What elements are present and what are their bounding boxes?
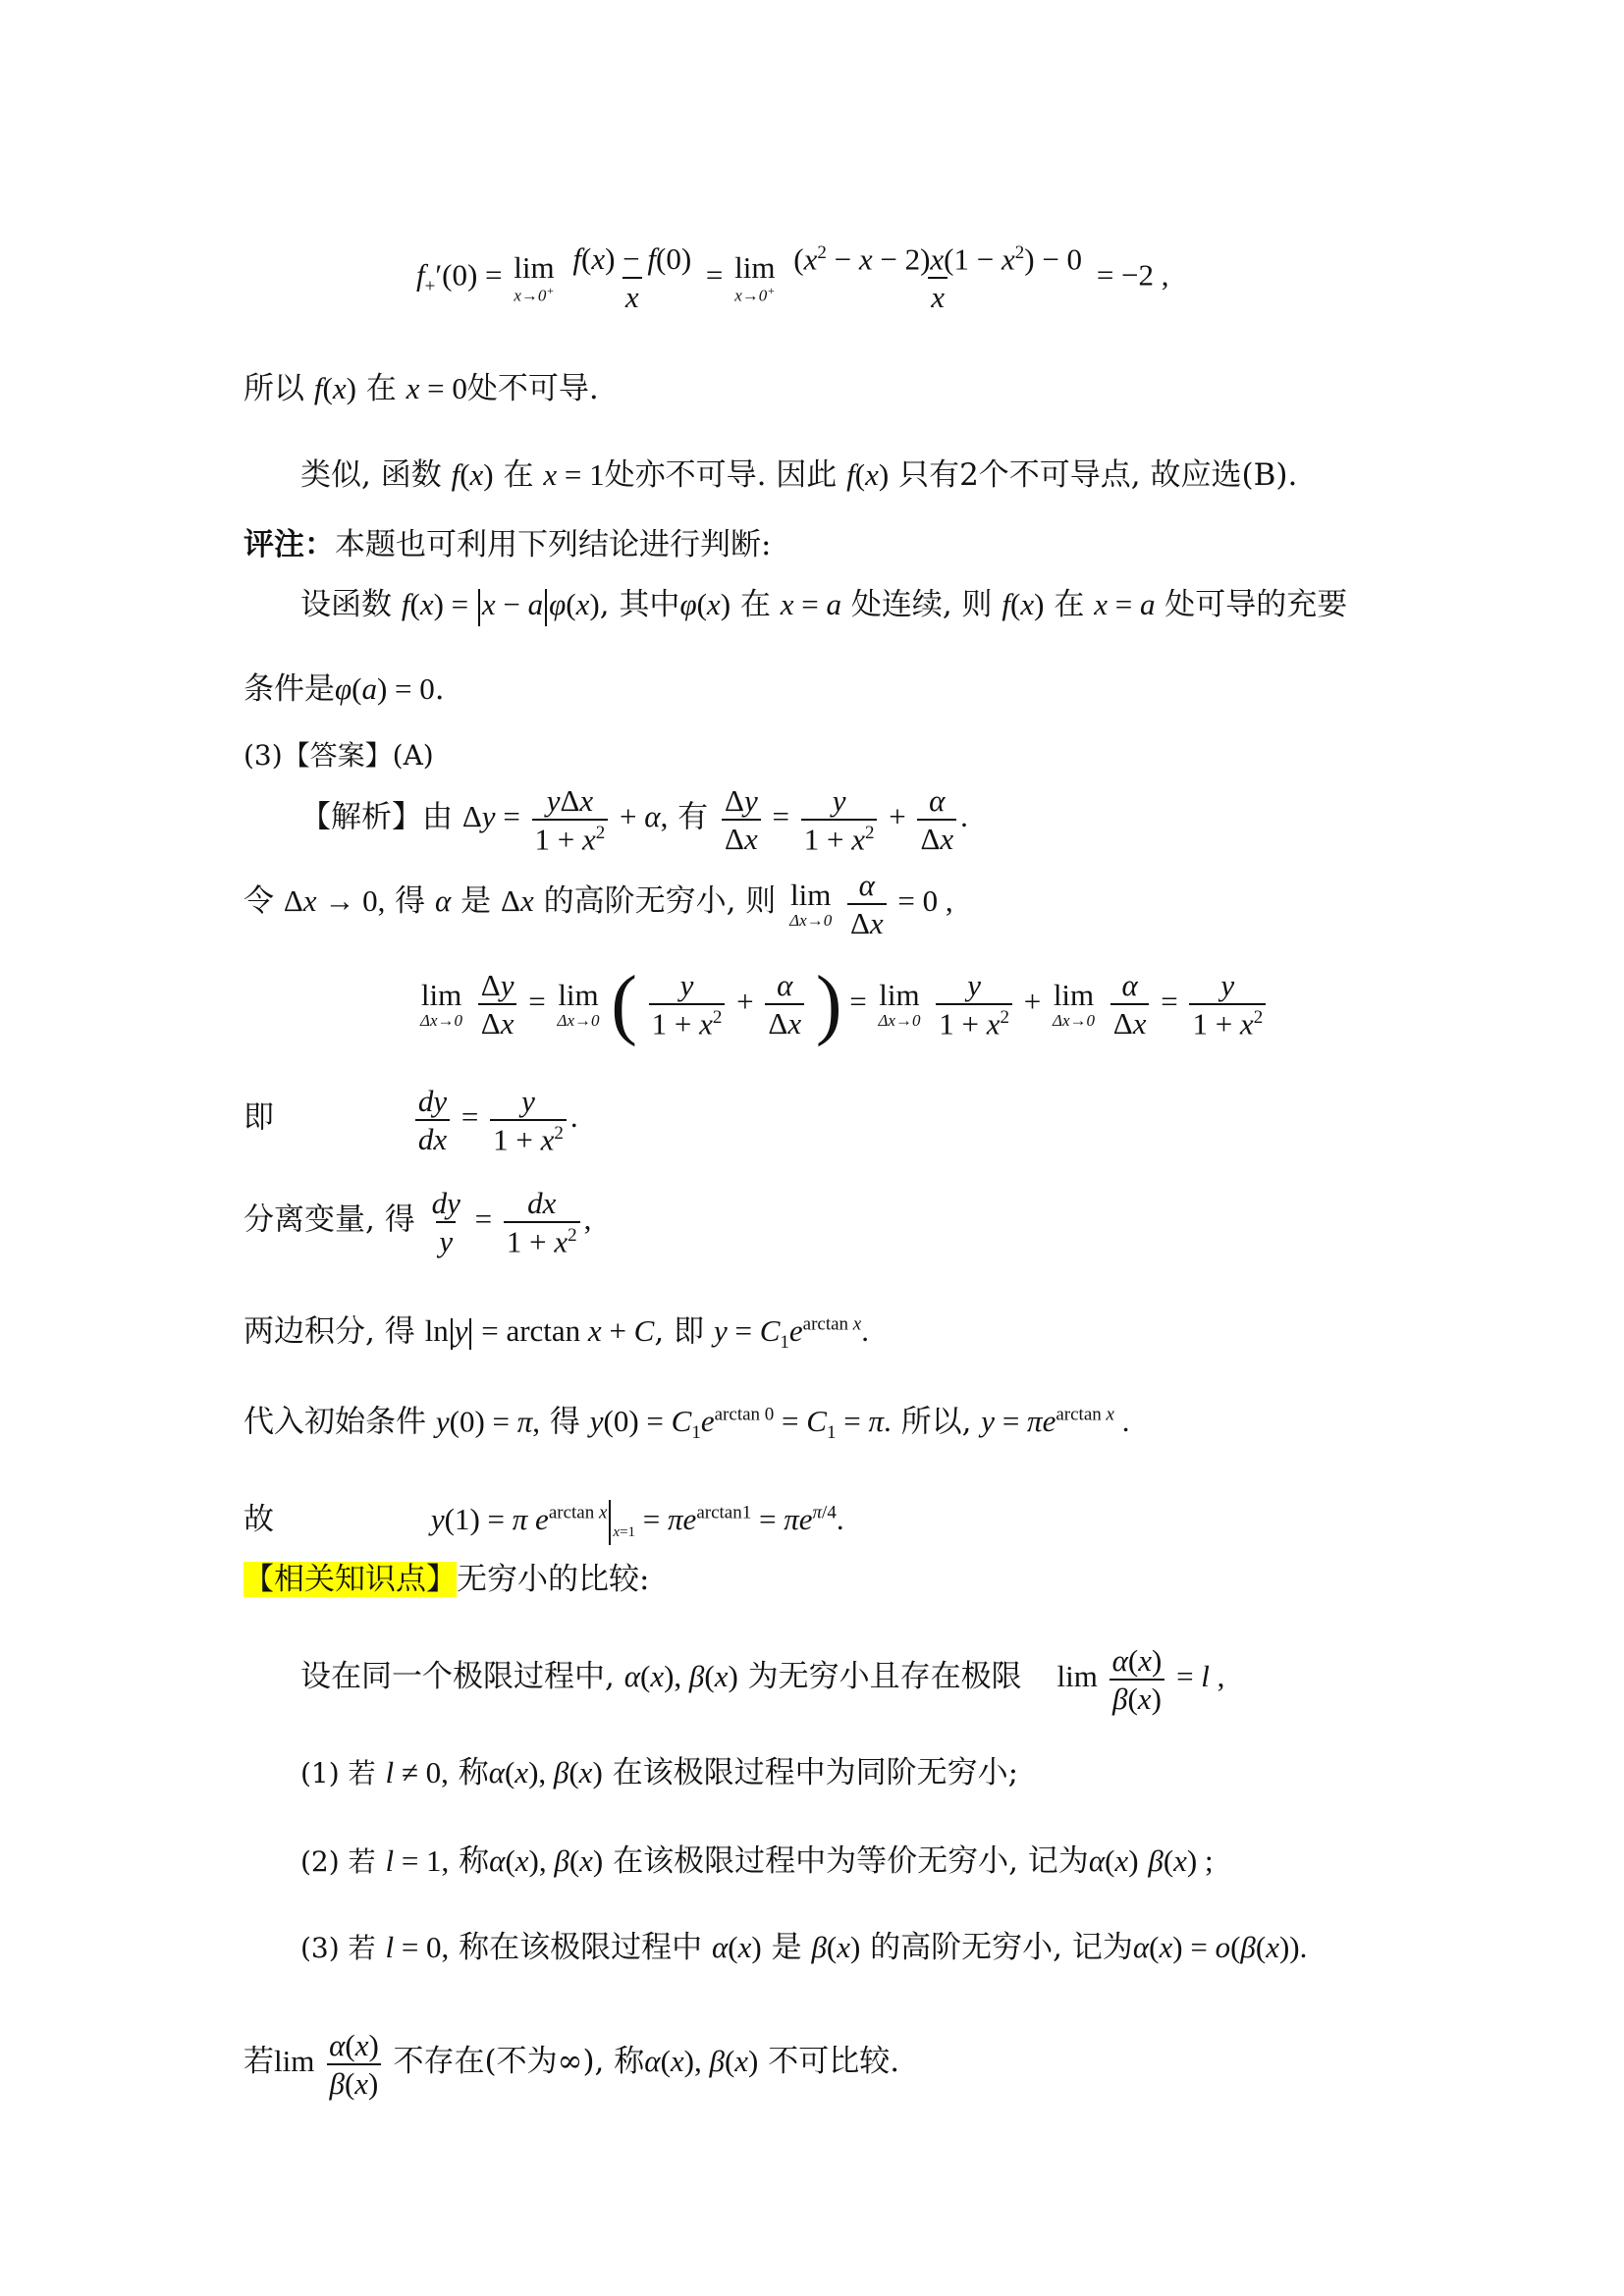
comment-text: 本题也可利用下列结论进行判断:: [335, 527, 772, 562]
text-separate: 分离变量, 得: [244, 1201, 415, 1238]
q3-label: (3)【答案】(A): [244, 739, 434, 772]
ie-line: 即 $\frac{dy}{dx}$ = $\frac{y}{1 + x^2}$ .: [244, 1084, 578, 1157]
text-cheng1: 称: [458, 1755, 489, 1790]
text-have: 有: [677, 799, 709, 835]
text-get: 得: [549, 1404, 580, 1440]
therefore-line: 故 y(1) = π $e^{arctan x}_{x=1} = \pi e^{arctan1} = \pi e^{\pi/4}$.: [244, 1500, 844, 1545]
related-knowledge-line: [244, 1562, 650, 1597]
text-is: 是: [460, 883, 492, 920]
let-function-line: 设函数 f(x) = x − a φ(x), 其中φ(x) 在 x = a 处连续, 则 f(x) 在 x = a 处可导的充要: [300, 589, 1347, 626]
text-at3: 在: [1054, 587, 1085, 623]
text-cheng2: 称: [459, 1843, 490, 1879]
final-not-comparable: 不可比较.: [768, 2044, 900, 2080]
final-if: 若: [244, 2044, 274, 2080]
integrate-line: 两边积分, 得 ln y = arctan x + C, 即 $y = C_1e^{arctan x}$.: [244, 1313, 869, 1354]
case2-text: 在该极限过程中为等价无穷小, 记为: [613, 1843, 1089, 1879]
q3-answer-line: [244, 739, 434, 772]
not-differentiable-line: 所以 f(x) 在 x = 0处不可导.: [244, 371, 599, 406]
text-integrate: 两边积分, 得: [244, 1313, 415, 1350]
initial-condition-line: 代入初始条件 y(0) = π, 得 $y(0) = C_1e^{arctan 0} = C_1 = \pi$. 所以, $y = \pi e^{arctan x}$ .: [244, 1404, 1130, 1444]
text-suppose: 设在同一个极限过程中,: [300, 1659, 615, 1695]
text-similar: 类似, 函数: [300, 457, 442, 493]
similar-line: 类似, 函数 f(x) 在 x = 1处亦不可导. 因此 f(x) 只有2个不可导点, 故应选(B).: [300, 457, 1298, 493]
separate-line: 分离变量, 得 $\frac{dy}{y}$ = $\frac{dx}{1 + x^2}$ ,: [244, 1186, 592, 1259]
related-text: 无穷小的比较:: [457, 1562, 650, 1597]
text-therefore: 所以: [244, 371, 304, 406]
text-diff-iff: 处可导的充要: [1164, 587, 1348, 623]
case3-line: (3) 若 l = 0, 称在该极限过程中 α(x) 是 β(x) 的高阶无穷小, 记为α(x) = o(β(x)).: [300, 1930, 1308, 1965]
let-dx-line: 令 Δx → 0, 得 α 是 Δx 的高阶无穷小, 则 lim Δx→0 $\frac{\alpha}{\Delta x}$ = 0 ,: [244, 868, 953, 940]
case2-prefix: (2) 若: [300, 1845, 376, 1878]
case1-prefix: (1) 若: [300, 1757, 376, 1789]
case1-text: 在该极限过程中为同阶无穷小;: [612, 1755, 1019, 1790]
text-ie: 即: [244, 1099, 274, 1136]
text-let-func: 设函数: [300, 587, 392, 623]
text-analysis: 【解析】由: [300, 799, 453, 835]
text-at-b: 在: [739, 587, 771, 623]
text-nondiff: 处不可导.: [466, 371, 599, 406]
case3-higher: 的高阶无穷小, 记为: [870, 1930, 1133, 1965]
text-only-two: 只有2个不可导点, 故应选(B).: [898, 457, 1298, 493]
derivative-equation: $f_+'(0)$ = lim x→0+ $\frac{f(x) - f(0)}{x}$ = lim x→0+ $\frac{(x^2 - x - 2)x(1 - x^2) - 0}{x}$ = −2 ,: [416, 241, 1169, 315]
text-so: 所以,: [900, 1404, 972, 1440]
text-get-alpha: 得: [395, 883, 426, 920]
case1-line: (1) 若 l ≠ 0, 称α(x), β(x) 在该极限过程中为同阶无穷小;: [300, 1755, 1019, 1790]
suppose-line: 设在同一个极限过程中, α(x), β(x) 为无穷小且存在极限 lim $\frac{\alpha(x)}{\beta(x)}$ = l ,: [300, 1643, 1225, 1716]
text-period: .: [434, 671, 445, 707]
text-condition: 条件是: [244, 671, 335, 707]
final-text: 不存在(不为∞), 称: [393, 2044, 645, 2080]
final-line: 若lim $\frac{\alpha(x)}{\beta(x)}$ 不存在(不为∞), 称α(x), β(x) 不可比较.: [244, 2028, 900, 2101]
text-also-nondiff: 处亦不可导. 因此: [604, 457, 838, 493]
text-let-dx: 令: [244, 883, 274, 920]
text-are-inf: 为无穷小且存在极限: [747, 1659, 1022, 1695]
text-therefore-gu: 故: [244, 1502, 274, 1538]
case3-prefix: (3) 若: [300, 1932, 376, 1964]
comment-line: [244, 527, 772, 562]
text-initial: 代入初始条件: [244, 1404, 426, 1440]
text-continuous: 处连续, 则: [850, 587, 993, 623]
case3-is: 是: [771, 1930, 802, 1965]
case2-line: (2) 若 l = 1, 称α(x), β(x) 在该极限过程中为等价无穷小, 记为α(x) β(x) ;: [300, 1843, 1214, 1879]
condition-line: 条件是φ(a) = 0.: [244, 671, 445, 707]
analysis-line: 【解析】由 Δy = $\frac{\text{yΔx}}{1 + x^2}$ + α, 有 $\frac{\Delta y}{\Delta x}$ = $\frac{y}{1 + x^2}$ + $\frac{\alpha}{\Delta x}$ .: [300, 783, 968, 857]
text-at: 在: [365, 371, 397, 406]
text-at2: 在: [503, 457, 534, 493]
related-label: 【相关知识点】: [244, 1562, 457, 1597]
case3-text: 称在该极限过程中: [459, 1930, 703, 1965]
text-ie2: , 即: [654, 1313, 705, 1350]
comment-label: 评注：: [244, 527, 335, 562]
text-where: , 其中: [599, 587, 680, 623]
limit-equation: lim Δx→0 $\frac{\Delta y}{\Delta x}$ = lim Δx→0 ( $\frac{y}{1 + x^2}$ + $\frac{\alpha}{\Delta x}$ ) = lim Δx→0 $\frac{y}{1 + x^2}$ + lim Δx→0 $\frac{\alpha}{\Delta x}$ = $\frac{y}{1 + x^2}$: [416, 970, 1270, 1039]
text-higher-order: 的高阶无穷小, 则: [543, 883, 777, 920]
